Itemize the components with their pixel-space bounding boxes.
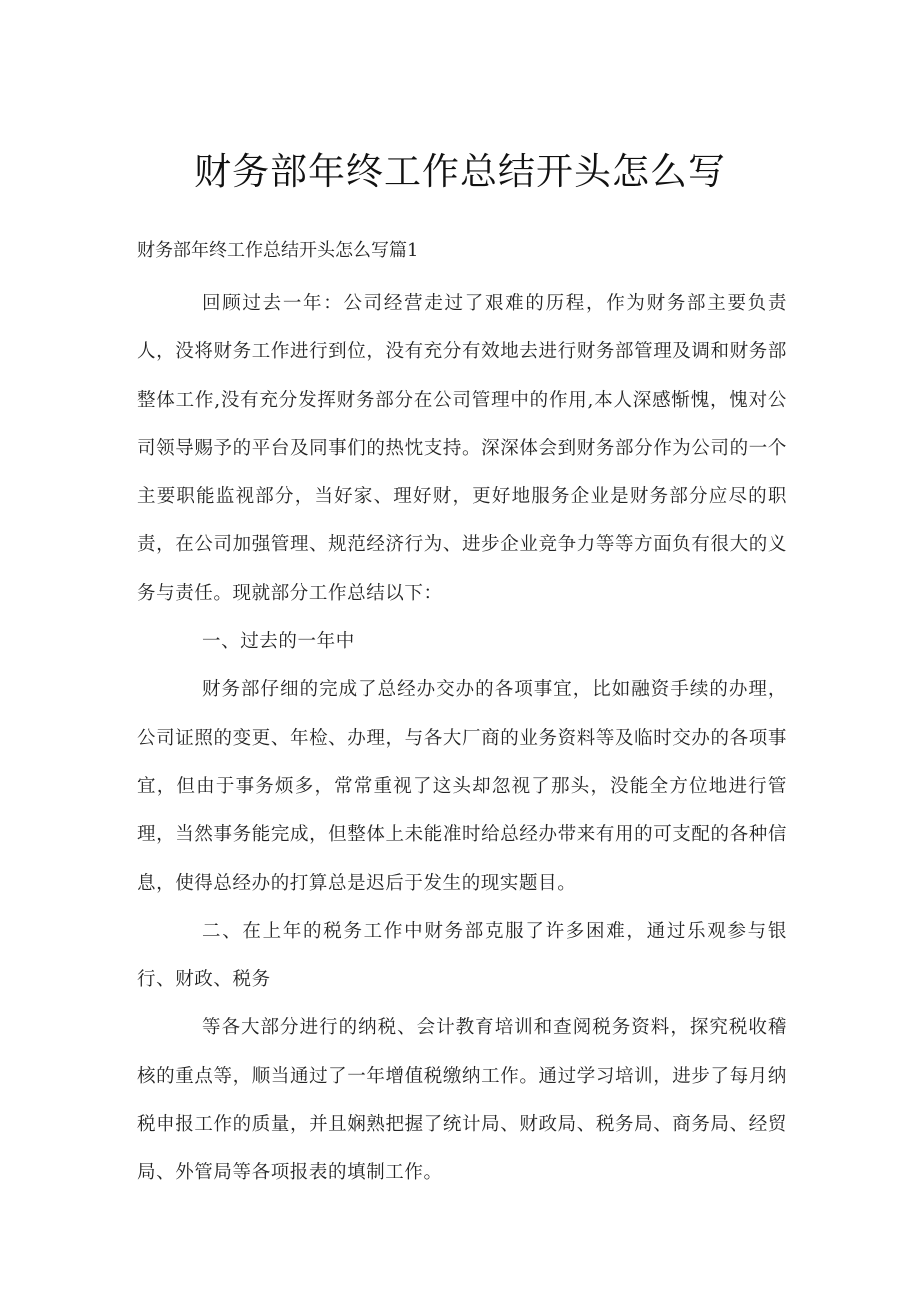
paragraph-intro: 回顾过去一年：公司经营走过了艰难的历程，作为财务部主要负责人，没将财务工作进行到位，没有充分有效地去进行财务部管理及调和财务部整体工作,没有充分发挥财务部分在公司管理中的作用,本人深感惭愧，愧对公司领导赐予的平台及同事们的热忱支持。深深体会到财务部分作为公司的一个主要职能监视部分，当好家、理好财，更好地服务企业是财务部分应尽的职责，在公司加强管理、规范经济行为、进步企业竞争力等等方面负有很大的义务与责任。现就部分工作总结以下： [137, 293, 787, 604]
document-body [137, 280, 787, 1198]
paragraph-tax-work: 等各大部分进行的纳税、会计教育培训和查阅税务资料，探究税收稽核的重点等，顺当通过了一年增值税缴纳工作。通过学习培训，进步了每月纳税申报工作的质量，并且娴熟把握了统计局、财政局、税务局、商务局、经贸局、外管局等各项报表的填制工作。 [137, 1017, 787, 1184]
paragraph-heading-one: 一、过去的一年中 [202, 631, 355, 653]
section-heading: 财务部年终工作总结开头怎么写篇1 [137, 240, 419, 261]
paragraph-heading-two: 二、在上年的税务工作中财务部克服了许多困难，通过乐观参与银行、财政、税务 [137, 920, 787, 991]
paragraph-finance-tasks: 财务部仔细的完成了总经办交办的各项事宜，比如融资手续的办理，公司证照的变更、年检、办理，与各大厂商的业务资料等及临时交办的各项事宜，但由于事务烦多，常常重视了这头却忽视了那头，没能全方位地进行管理，当然事务能完成，但整体上未能准时给总经办带来有用的可支配的各种信息，使得总经办的打算总是迟后于发生的现实题目。 [137, 679, 787, 894]
document-title: 财务部年终工作总结开头怎么写 [194, 150, 726, 193]
